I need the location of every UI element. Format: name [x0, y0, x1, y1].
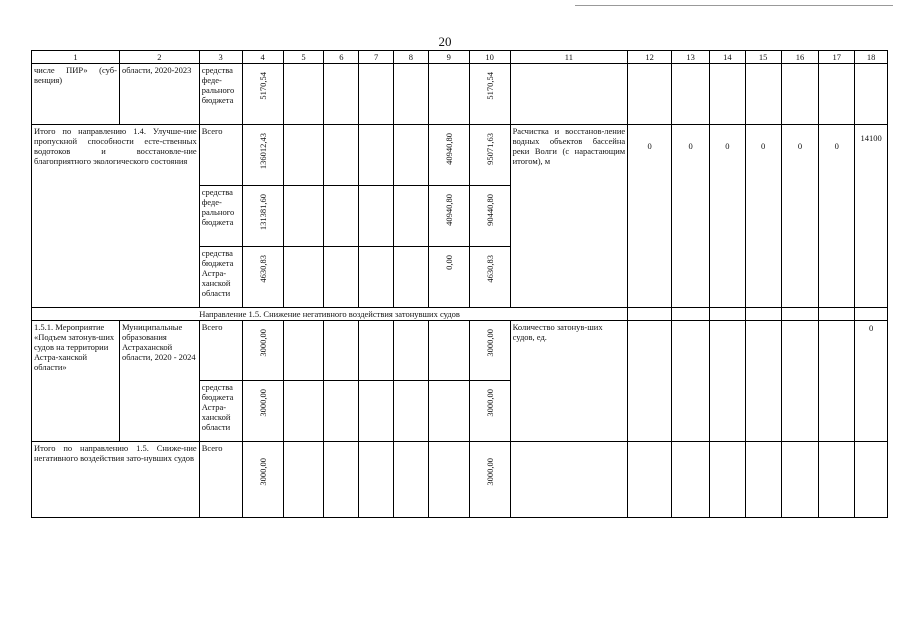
section-header-row	[32, 308, 888, 321]
total-1-5-source-all: Всего	[199, 442, 242, 518]
col-num-6: 6	[324, 51, 359, 64]
total-1-4-reg-col10	[469, 247, 510, 308]
total-1-4-fed-col4	[242, 186, 283, 247]
total-1-4-source-fed: средства феде-рального бюджета	[199, 186, 242, 247]
col-num-15: 15	[745, 51, 781, 64]
total-1-4-all-col4	[242, 125, 283, 186]
total-1-4-col16: 0	[781, 125, 819, 308]
total-1-4-source-reg: средства бюджета Астра-ханской области	[199, 247, 242, 308]
top-rule	[575, 5, 893, 6]
measure-1-5-1-reg-col4	[242, 381, 283, 442]
total-1-4-fed-col4-value: 131381,60	[257, 194, 268, 231]
measure-1-5-1-source-reg: средства бюджета Астра-ханской области	[199, 381, 242, 442]
col-num-10: 10	[469, 51, 510, 64]
measure-1-5-1-reg-col10-value: 3000,00	[484, 389, 495, 417]
total-1-4-all-col4-value: 136012,43	[257, 133, 268, 170]
measure-1-5-1-all-col10	[469, 321, 510, 381]
col-num-1: 1	[32, 51, 120, 64]
total-1-5-col4	[242, 442, 283, 518]
measure-1-5-1-executor: Муниципальные образования Астраханской области, 2020 - 2024	[119, 321, 199, 442]
table-row	[32, 442, 888, 518]
total-1-5-col10-value: 3000,00	[484, 458, 495, 486]
measure-1-5-1-reg-col10	[469, 381, 510, 442]
row-a-measure: числе ПИР» (суб-венция)	[32, 64, 120, 125]
total-1-4-col15: 0	[745, 125, 781, 308]
col-num-5: 5	[283, 51, 324, 64]
col-num-18: 18	[855, 51, 888, 64]
col-num-11: 11	[510, 51, 628, 64]
col-num-13: 13	[672, 51, 710, 64]
total-1-4-col12: 0	[628, 125, 672, 308]
col-num-17: 17	[819, 51, 855, 64]
col-num-16: 16	[781, 51, 819, 64]
measure-1-5-1-indicator: Количество затонув-ших судов, ед.	[510, 321, 628, 442]
row-a-col10-value: 5170,54	[484, 72, 495, 100]
table-row	[32, 321, 888, 381]
total-1-4-col17: 0	[819, 125, 855, 308]
total-1-5-col4-value: 3000,00	[257, 458, 268, 486]
col-num-2: 2	[119, 51, 199, 64]
total-1-4-all-col9-value: 40940,80	[443, 133, 454, 165]
measure-1-5-1-col18: 0	[855, 321, 888, 442]
row-a-col4	[242, 64, 283, 125]
section-1-5-title: Направление 1.5. Снижение негативного воздействия затонувших судов	[32, 308, 628, 321]
row-a-source: средства феде-рального бюджета	[199, 64, 242, 125]
total-1-4-all-col10-value: 95071,63	[484, 133, 495, 165]
total-1-4-all-col10	[469, 125, 510, 186]
total-1-4-reg-col4-value: 4630,83	[257, 255, 268, 283]
row-a-col10	[469, 64, 510, 125]
measure-1-5-1-all-col4-value: 3000,00	[257, 329, 268, 357]
total-1-4-col13: 0	[672, 125, 710, 308]
program-table	[31, 50, 888, 518]
page-number: 20	[438, 34, 452, 49]
total-1-4-source-all: Всего	[199, 125, 242, 186]
measure-1-5-1-title: 1.5.1. Мероприятие «Подъем затонув-ших судов на территории Астра-ханской области»	[32, 321, 120, 442]
table-row	[32, 125, 888, 186]
total-1-4-all-col9	[428, 125, 469, 186]
total-1-4-col18: 14100	[855, 125, 888, 308]
total-1-4-reg-col9	[428, 247, 469, 308]
measure-1-5-1-reg-col4-value: 3000,00	[257, 389, 268, 417]
row-a-col4-value: 5170,54	[257, 72, 268, 100]
col-num-9: 9	[428, 51, 469, 64]
total-1-4-fed-col9-value: 40940,80	[443, 194, 454, 226]
total-1-4-fed-col9	[428, 186, 469, 247]
total-1-5-title: Итого по направлению 1.5. Сниже-ние негативного воздействия зато-нувших судов	[32, 442, 200, 518]
col-num-12: 12	[628, 51, 672, 64]
measure-1-5-1-all-col10-value: 3000,00	[484, 329, 495, 357]
total-1-5-col10	[469, 442, 510, 518]
total-1-4-reg-col10-value: 4630,83	[484, 255, 495, 283]
total-1-4-reg-col9-value: 0,00	[443, 255, 454, 270]
total-1-4-col14: 0	[709, 125, 745, 308]
column-number-row	[32, 51, 888, 64]
measure-1-5-1-source-all: Всего	[199, 321, 242, 381]
total-1-4-fed-col10-value: 90440,80	[484, 194, 495, 226]
col-num-7: 7	[359, 51, 394, 64]
col-num-8: 8	[394, 51, 429, 64]
row-a-executor: области, 2020-2023	[119, 64, 199, 125]
table-row	[32, 64, 888, 125]
total-1-4-reg-col4	[242, 247, 283, 308]
col-num-14: 14	[709, 51, 745, 64]
total-1-4-indicator: Расчистка и восстанов-ление водных объектов бассейна реки Волги (с нарастающим итогом), м	[510, 125, 628, 308]
col-num-4: 4	[242, 51, 283, 64]
measure-1-5-1-all-col4	[242, 321, 283, 381]
col-num-3: 3	[199, 51, 242, 64]
total-1-4-fed-col10	[469, 186, 510, 247]
total-1-4-title: Итого по направлению 1.4. Улучше-ние пропускной способности есте-ственных водотоков и восстановле-ние благоприятного экологического состояния	[32, 125, 200, 308]
